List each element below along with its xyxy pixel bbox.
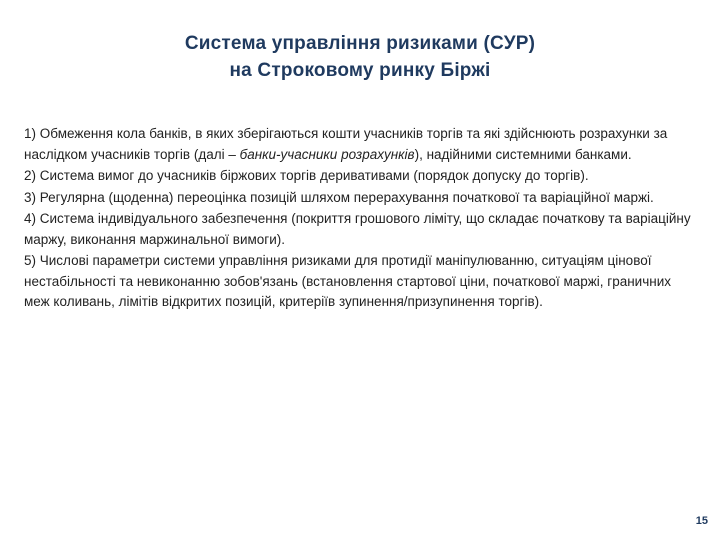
- page-title: [0, 30, 720, 84]
- title-line-2: на Строковому ринку Біржі: [229, 60, 491, 81]
- list-item-1-italic-term: банки-учасники розрахунків: [239, 146, 415, 162]
- list-item-5: 5) Числові параметри системи управління ризиками для протидії маніпулюванню, ситуаціям цінової нестабільності та невиконанню зобов'язань (встановлення стартової ціни, початкової маржі, граничних меж коливань, лімітів відкритих позицій, критеріїв зупинення/призупинення торгів).: [24, 253, 671, 309]
- page-number: 15: [695, 515, 708, 527]
- list-item-1-text-after: ), надійними системними банками.: [414, 146, 632, 162]
- title-line-1: Система управління ризиками (СУР): [184, 33, 536, 54]
- list-item-2: 2) Система вимог до учасників біржових торгів деривативами (порядок допуску до торгів).: [24, 168, 589, 183]
- slide-body: [24, 124, 700, 314]
- list-item-1: [24, 124, 700, 165]
- list-item-4: 4) Система індивідуального забезпечення (покриття грошового ліміту, що складає початкову та варіаційну маржу, виконання маржинальної вимоги).: [24, 211, 691, 247]
- list-item-3: 3) Регулярна (щоденна) переоцінка позицій шляхом перерахування початкової та варіаційної маржі.: [24, 189, 654, 205]
- list-item-1-text-before: 1) Обмеження кола банків, в яких зберігаються кошти учасників торгів та які здійснюють розрахунки за наслідком учасників торгів (далі –: [24, 126, 668, 162]
